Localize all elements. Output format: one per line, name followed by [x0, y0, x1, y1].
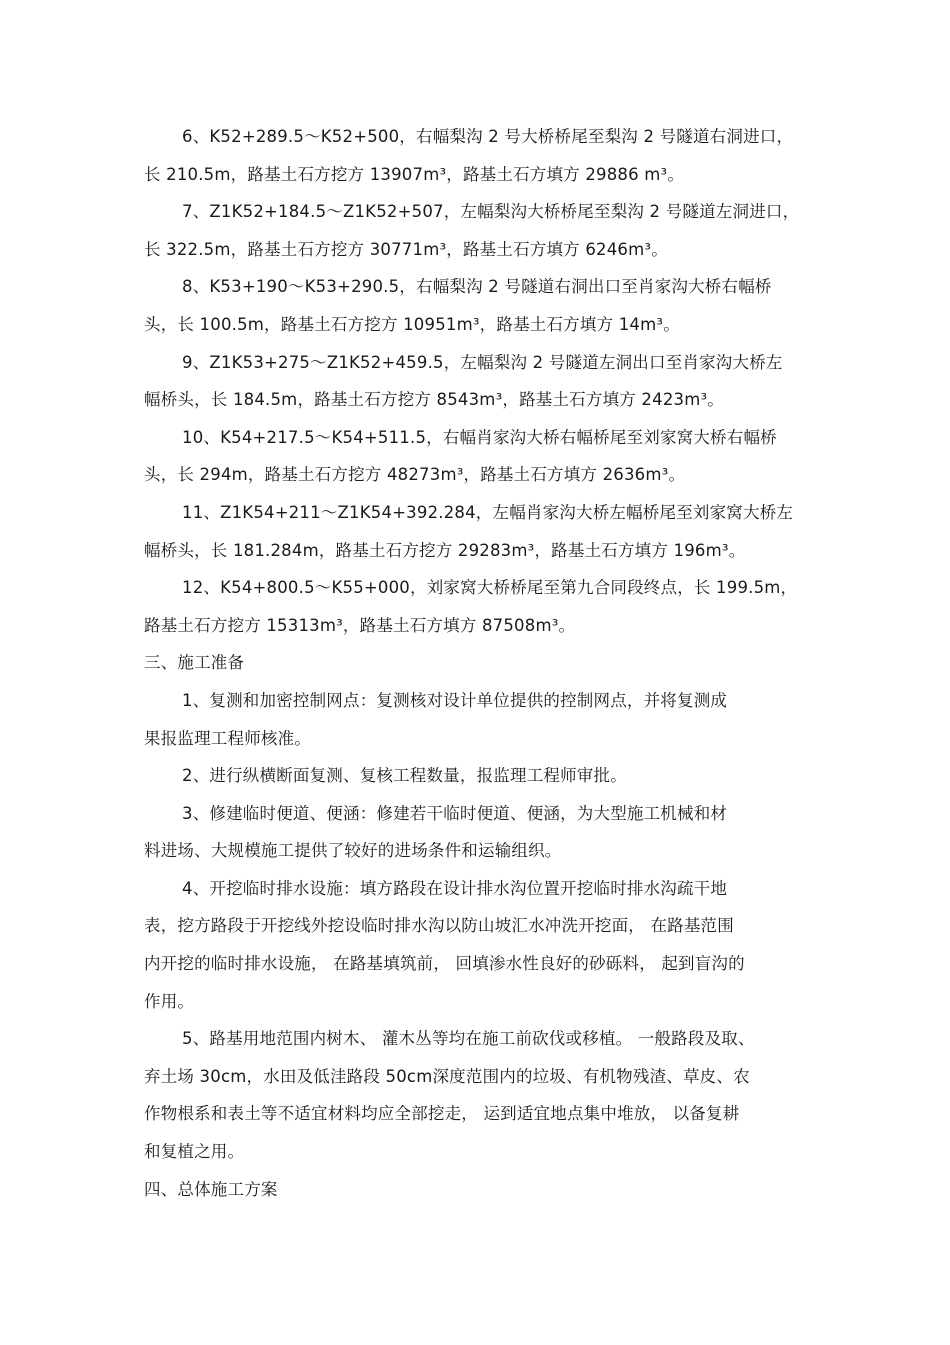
text-line: 表，挖方路段于开挖线外挖设临时排水沟以防山坡汇水冲洗开挖面， 在路基范围: [144, 916, 734, 936]
text-line: 和复植之用。: [144, 1142, 245, 1162]
text-line: 3、修建临时便道、便涵：修建若干临时便道、便涵，为大型施工机械和材: [182, 803, 728, 823]
text-line: 2、进行纵横断面复测、复核工程数量，报监理工程师审批。: [182, 766, 627, 786]
text-line: 三、施工准备: [144, 653, 245, 673]
text-line: 料进场、大规模施工提供了较好的进场条件和运输组织。: [144, 841, 562, 861]
text-line: 5、路基用地范围内树木、 灌木丛等均在施工前砍伐或移植。 一般路段及取、: [182, 1029, 755, 1049]
text-line: 长 210.5m，路基土石方挖方 13907m³，路基土石方填方 29886 m³。: [144, 164, 685, 184]
text-line: 11、Z1K54+211～Z1K54+392.284，左幅肖家沟大桥左幅桥尾至刘家窝大桥左: [182, 502, 794, 522]
text-line: 12、K54+800.5～K55+000，刘家窝大桥桥尾至第九合同段终点，长 199.5m，: [182, 578, 798, 598]
text-line: 8、K53+190～K53+290.5，右幅梨沟 2 号隧道右洞出口至肖家沟大桥右幅桥: [182, 277, 772, 297]
text-line: 4、开挖临时排水设施：填方路段在设计排水沟位置开挖临时排水沟疏干地: [182, 878, 728, 898]
text-line: 路基土石方挖方 15313m³，路基土石方填方 87508m³。: [144, 615, 576, 635]
text-line: 作用。: [144, 991, 195, 1011]
text-line: 内开挖的临时排水设施， 在路基填筑前， 回填渗水性良好的砂砾料， 起到盲沟的: [144, 954, 745, 974]
text-line: 幅桥头，长 184.5m，路基土石方挖方 8543m³，路基土石方填方 2423m³。: [144, 390, 725, 410]
document-body: [144, 118, 808, 1208]
text-line: 9、Z1K53+275～Z1K52+459.5，左幅梨沟 2 号隧道左洞出口至肖家沟大桥左: [182, 352, 783, 372]
text-line: 四、总体施工方案: [144, 1179, 278, 1199]
text-line: 果报监理工程师核准。: [144, 728, 311, 748]
text-line: 长 322.5m，路基土石方挖方 30771m³，路基土石方填方 6246m³。: [144, 239, 668, 259]
text-line: 7、Z1K52+184.5～Z1K52+507，左幅梨沟大桥桥尾至梨沟 2 号隧道左洞进口，: [182, 202, 800, 222]
text-line: 作物根系和表土等不适宜材料均应全部挖走， 运到适宜地点集中堆放， 以备复耕: [144, 1104, 740, 1124]
text-line: 10、K54+217.5～K54+511.5，右幅肖家沟大桥右幅桥尾至刘家窝大桥右幅桥: [182, 427, 777, 447]
text-line: 幅桥头，长 181.284m，路基土石方挖方 29283m³，路基土石方填方 196m³。: [144, 540, 746, 560]
text-line: 弃土场 30cm，水田及低洼路段 50cm深度范围内的垃圾、有机物残渣、草皮、农: [144, 1066, 750, 1086]
text-line: 6、K52+289.5～K52+500，右幅梨沟 2 号大桥桥尾至梨沟 2 号隧道右洞进口，: [182, 127, 794, 146]
text-line: 1、复测和加密控制网点：复测核对设计单位提供的控制网点，并将复测成: [182, 690, 728, 710]
text-line: 头，长 294m，路基土石方挖方 48273m³，路基土石方填方 2636m³。: [144, 465, 686, 485]
text-line: 头，长 100.5m，路基土石方挖方 10951m³，路基土石方填方 14m³。: [144, 314, 680, 334]
